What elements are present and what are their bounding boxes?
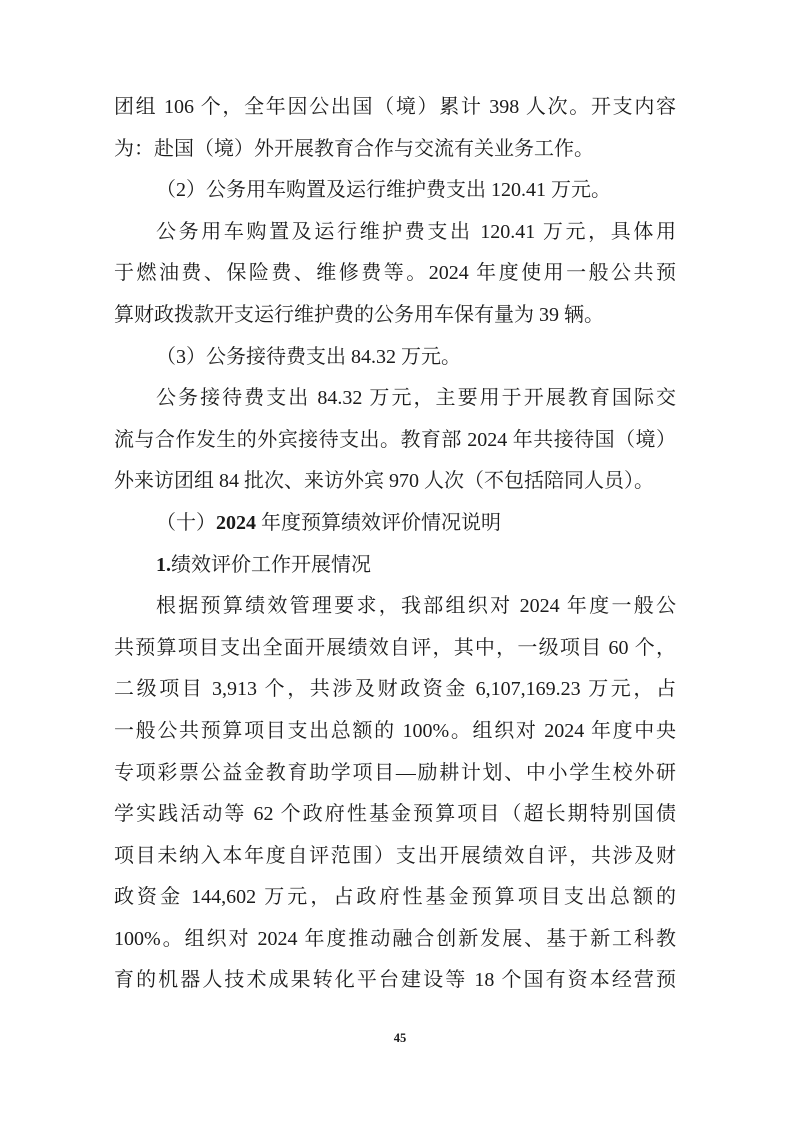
- text-run: 根据预算绩效管理要求，我部组织对 2024 年度一般公: [156, 595, 676, 618]
- text-run: 共预算项目支出全面开展绩效自评，其中，一级项目 60 个，: [114, 636, 676, 659]
- text-run: 2024: [216, 511, 256, 534]
- text-line: [114, 836, 676, 878]
- text-run: 团组 106 个，全年因公出国（境）累计 398 人次。开支内容: [114, 96, 676, 118]
- text-line: [114, 337, 676, 379]
- paragraph: [114, 378, 676, 503]
- text-run: 外来访团组 84 批次、来访外宾 970 人次（不包括陪同人员）。: [114, 470, 654, 493]
- text-run: 项目未纳入本年度自评范围）支出开展绩效自评，共涉及财: [114, 844, 676, 867]
- text-run: （2）公务用车购置及运行维护费支出 120.41 万元。: [156, 179, 611, 202]
- text-run: 于燃油费、保险费、维修费等。2024 年度使用一般公共预: [114, 262, 676, 285]
- paragraph: [114, 170, 676, 212]
- text-line: [114, 212, 676, 254]
- document-body: [114, 87, 676, 1002]
- page-number: 45: [393, 1031, 407, 1045]
- text-line: [114, 669, 676, 711]
- text-line: [114, 420, 676, 462]
- paragraph: [114, 212, 676, 337]
- text-run: 专项彩票公益金教育助学项目—励耕计划、中小学生校外研: [114, 761, 676, 784]
- section-heading: [114, 545, 676, 587]
- text-line: [114, 877, 676, 919]
- text-run: （3）公务接待费支出 84.32 万元。: [156, 345, 461, 368]
- text-run: 育的机器人技术成果转化平台建设等 18 个国有资本经营预: [114, 969, 676, 992]
- text-run: 公务用车购置及运行维护费支出 120.41 万元，具体用: [156, 220, 676, 243]
- text-run: 一般公共预算项目支出总额的 100%。组织对 2024 年度中央: [114, 719, 676, 742]
- text-line: [114, 129, 676, 171]
- text-run: 年度预算绩效评价情况说明: [256, 511, 501, 534]
- text-run: 政资金 144,602 万元，占政府性基金预算项目支出总额的: [114, 886, 676, 909]
- text-run: 学实践活动等 62 个政府性基金预算项目（超长期特别国债: [114, 803, 676, 826]
- text-line: [114, 586, 676, 628]
- paragraph: [114, 337, 676, 379]
- text-line: [114, 461, 676, 503]
- text-run: 算财政拨款开支运行维护费的公务用车保有量为 39 辆。: [114, 303, 604, 326]
- section-heading: [114, 503, 676, 545]
- text-line: [114, 503, 676, 545]
- text-run: （十）: [156, 511, 216, 534]
- paragraph: [114, 87, 676, 170]
- text-line: [114, 253, 676, 295]
- text-line: [114, 919, 676, 961]
- text-run: 绩效评价工作开展情况: [171, 553, 371, 576]
- text-line: [114, 628, 676, 670]
- text-line: [114, 753, 676, 795]
- text-line: [114, 711, 676, 753]
- text-line: [114, 295, 676, 337]
- text-run: 流与合作发生的外宾接待支出。教育部 2024 年共接待国（境）: [114, 428, 676, 451]
- text-run: 公务接待费支出 84.32 万元，主要用于开展教育国际交: [156, 387, 676, 410]
- text-line: [114, 378, 676, 420]
- text-line: [114, 794, 676, 836]
- paragraph: [114, 586, 676, 1002]
- text-line: [114, 170, 676, 212]
- text-run: 为：赴国（境）外开展教育合作与交流有关业务工作。: [114, 137, 594, 160]
- text-line: [114, 545, 676, 587]
- text-line: [114, 87, 676, 129]
- text-run: 100%。组织对 2024 年度推动融合创新发展、基于新工科教: [114, 927, 676, 950]
- text-run: 二级项目 3,913 个，共涉及财政资金 6,107,169.23 万元，占: [114, 678, 676, 701]
- text-line: [114, 960, 676, 1002]
- text-run: 1.: [156, 553, 171, 576]
